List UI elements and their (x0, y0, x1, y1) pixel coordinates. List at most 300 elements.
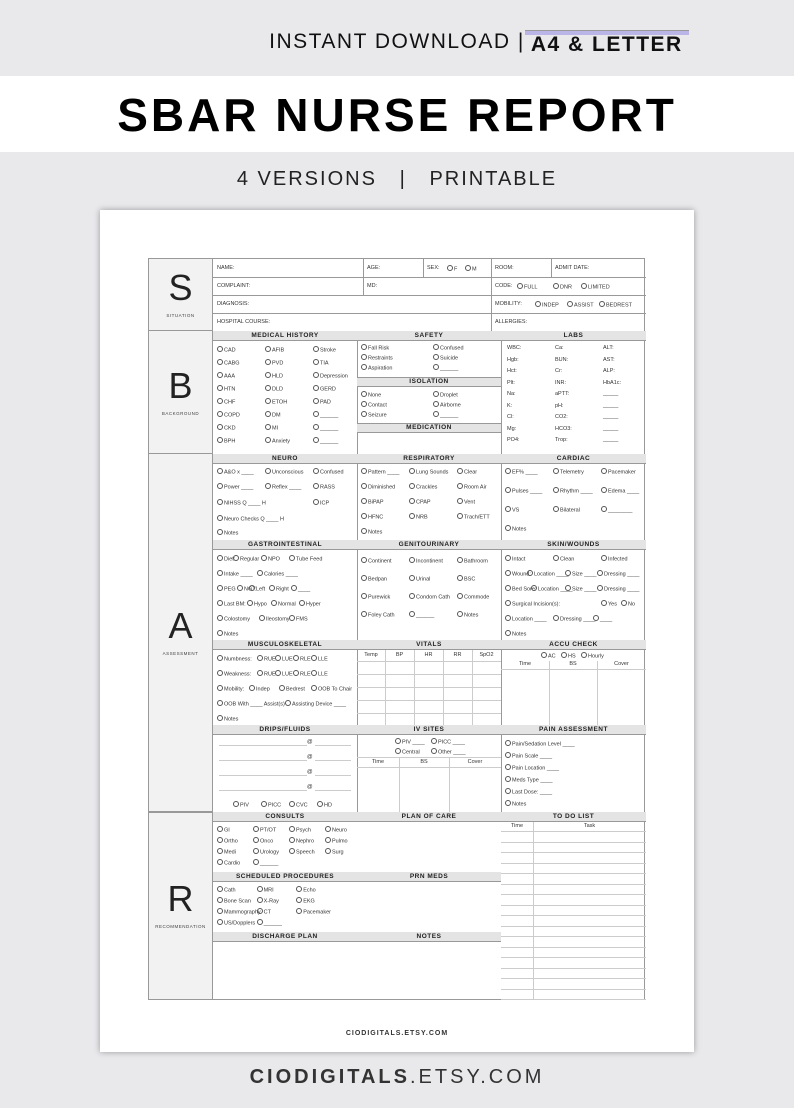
lab-label: _____ (603, 425, 619, 432)
procedure-option[interactable]: Cath (217, 886, 236, 894)
procedure-option[interactable]: US/Dopplers (217, 919, 255, 927)
respiratory-option[interactable]: BiPAP (361, 498, 384, 506)
neuro-option[interactable]: Neuro Checks Q ____ H (217, 515, 284, 523)
lab-label: Hgb: (507, 356, 519, 363)
todo-column: Task (583, 823, 596, 829)
rule-line (357, 331, 358, 812)
rule-line (501, 884, 646, 885)
procedure-option[interactable]: Echo (296, 886, 316, 894)
consult-option[interactable]: GI (217, 826, 230, 834)
labs-header: LABS (501, 331, 646, 341)
gu-option[interactable]: Urinal (409, 575, 430, 583)
medication-header: MEDICATION (357, 423, 501, 433)
cardiac-option[interactable]: ________ (601, 506, 632, 514)
lab-label: _____ (603, 437, 619, 443)
rule-line (501, 915, 646, 916)
isolation-option[interactable]: ______ (433, 411, 458, 419)
gi-option[interactable]: FMS (289, 615, 308, 623)
neuro-option[interactable]: ICP (313, 499, 329, 507)
assessment-block (149, 454, 213, 812)
rule-line (357, 661, 501, 662)
lab-label: Hct: (507, 368, 517, 374)
drip-at-sign: @ (307, 769, 313, 775)
gi-option[interactable]: Right (269, 585, 289, 593)
neuro-header: NEURO (213, 454, 357, 464)
isolation-option[interactable]: None (361, 391, 381, 399)
skin-option[interactable]: Size ____ (565, 585, 596, 593)
sbar-form (148, 258, 645, 1000)
medical-history-option[interactable]: ______ (313, 424, 338, 432)
neuro-option[interactable]: Reflex ____ (265, 483, 301, 491)
scheduled-procedures-header: SCHEDULED PROCEDURES (213, 872, 357, 882)
respiratory-option[interactable]: HFNC (361, 513, 383, 521)
accu-check-header: ACCU CHECK (501, 640, 646, 650)
rule-line (357, 757, 501, 758)
diagnosis-label: DIAGNOSIS: (217, 301, 250, 307)
medical-history-option[interactable]: HTN (217, 385, 235, 393)
shop-footer (0, 1066, 794, 1089)
name-label: NAME: (217, 265, 235, 271)
format-highlight: A4 & LETTER (525, 30, 689, 35)
gi-option[interactable]: Ileostomy (259, 615, 290, 623)
lab-label: CO2: (555, 414, 568, 420)
respiratory-option[interactable]: Room Air (457, 483, 487, 491)
gi-option[interactable]: Left (249, 585, 265, 593)
rule-line (491, 259, 492, 277)
rule-line (501, 989, 646, 990)
procedure-option[interactable]: Bone Scan (217, 897, 251, 905)
vitals-column: Temp (364, 652, 378, 658)
procedure-option[interactable]: Pacemaker (296, 908, 331, 916)
consult-option[interactable]: ______ (253, 859, 278, 867)
skin-option[interactable]: Infected (601, 555, 628, 563)
rule-line (357, 377, 501, 378)
skin-option[interactable]: Location ____ (527, 570, 569, 578)
respiratory-option[interactable]: Vent (457, 498, 475, 506)
medical-history-option[interactable]: CABG (217, 359, 240, 367)
consult-option[interactable]: Medi (217, 848, 236, 856)
rule-line (219, 760, 307, 761)
msk-option[interactable]: LUE (275, 655, 293, 663)
code-full-option[interactable]: FULL (517, 283, 537, 291)
accu-column: Cover (614, 661, 629, 667)
rule-line (501, 852, 646, 853)
neuro-option[interactable]: NIHSS Q ____ H (217, 499, 266, 507)
safety-option[interactable]: Confused (433, 344, 464, 352)
safety-option[interactable]: ______ (433, 364, 458, 372)
vitals-header: VITALS (357, 640, 501, 650)
safety-option[interactable]: Fall Risk (361, 344, 389, 352)
gu-option[interactable]: ______ (409, 611, 434, 619)
section-word: ASSESSMENT (162, 651, 199, 656)
gi-option[interactable]: Hypo (247, 600, 267, 608)
rule-line (501, 905, 646, 906)
skin-option[interactable]: Intact (505, 555, 525, 563)
safety-header: SAFETY (357, 331, 501, 341)
safety-option[interactable]: Aspiration (361, 364, 392, 372)
skin-option[interactable]: Yes (601, 600, 617, 608)
medical-history-option[interactable]: ETOH (265, 398, 287, 406)
pain-option[interactable]: Meds Type ____ (505, 776, 553, 784)
medical-history-option[interactable]: PVD (265, 359, 283, 367)
skin-option[interactable]: Dressing ____ (597, 585, 639, 593)
consult-option[interactable]: Pulmo (325, 837, 348, 845)
separator: | (517, 30, 525, 53)
drip-at-sign: @ (307, 784, 313, 790)
sheet-footer: CIODIGITALS.ETSY.COM (345, 1030, 449, 1037)
rule-line (501, 669, 646, 670)
accu-column: BS (569, 661, 577, 667)
discharge-plan-header: DISCHARGE PLAN (213, 932, 357, 942)
drip-at-sign: @ (307, 739, 313, 745)
medical-history-option[interactable]: MI (265, 424, 278, 432)
consult-option[interactable]: Surg (325, 848, 344, 856)
procedure-option[interactable]: MRI (257, 886, 274, 894)
respiratory-option[interactable]: Trach/ETT (457, 513, 490, 521)
lab-label: Mg: (507, 425, 517, 432)
iv-option[interactable]: Central (395, 748, 420, 756)
medical-history-option[interactable]: DM (265, 411, 281, 419)
msk-option[interactable]: RUE (257, 670, 276, 678)
code-limited-option[interactable]: LIMITED (581, 283, 610, 291)
sex-label: SEX: (427, 265, 440, 271)
skin-option[interactable]: No (621, 600, 635, 608)
skin-option[interactable]: Location ____ (505, 615, 547, 623)
gi-option[interactable]: Hyper (299, 600, 321, 608)
download-line (0, 30, 794, 54)
rule-line (363, 259, 364, 277)
skin-option[interactable]: Surgical Incision(s): (505, 600, 560, 608)
rule-line (219, 775, 307, 776)
section-letter: S (168, 267, 193, 308)
msk-option[interactable]: RUE (257, 655, 276, 663)
lab-label: _____ (603, 414, 619, 420)
cardiac-option[interactable]: Rhythm ____ (553, 487, 593, 495)
isolation-option[interactable]: Droplet (433, 391, 458, 399)
gi-header: GASTROINTESTINAL (213, 540, 357, 550)
lab-label: HbA1c: (603, 379, 622, 386)
skin-header: SKIN/WOUNDS (501, 540, 646, 550)
vitals-column: RR (453, 652, 462, 658)
lab-label: INR: (555, 379, 566, 386)
medical-history-option[interactable]: AAA (217, 372, 235, 380)
medical-history-option[interactable]: ______ (313, 411, 338, 419)
cardiac-header: CARDIAC (501, 454, 646, 464)
shop-brand: CIODIGITALS (249, 1066, 410, 1088)
rule-line (315, 745, 351, 746)
section-word: SITUATION (166, 313, 195, 318)
accu-option[interactable]: HS (561, 652, 576, 660)
gi-option[interactable]: Diet: (217, 555, 235, 563)
mobility-indep-option[interactable]: INDEP (535, 301, 559, 309)
consult-option[interactable]: Psych (289, 826, 311, 834)
accu-option[interactable]: AC (541, 652, 556, 660)
rule-line (501, 947, 646, 948)
vitals-column: HR (424, 652, 433, 658)
msk-option[interactable]: Mobility: (217, 685, 244, 693)
neuro-option[interactable]: Confused (313, 468, 344, 476)
iv-option[interactable]: Other ____ (431, 748, 466, 756)
msk-option[interactable]: OOB With ____ Assist(s) (217, 700, 285, 708)
isolation-option[interactable]: Contact (361, 401, 387, 409)
medical-history-option[interactable]: HLD (265, 372, 283, 380)
instant-download-label: INSTANT DOWNLOAD (269, 30, 511, 53)
medical-history-option[interactable]: CKD (217, 424, 236, 432)
gu-option[interactable]: Condom Cath (409, 593, 450, 601)
msk-option[interactable]: Numbness: (217, 655, 252, 663)
lab-label: Cl: (507, 414, 514, 420)
medical-history-option[interactable]: GERD (313, 385, 336, 393)
consult-option[interactable]: Ortho (217, 837, 238, 845)
rule-line (423, 259, 424, 277)
gi-option[interactable]: NPO (261, 555, 280, 563)
rule-line (213, 277, 646, 278)
pain-option[interactable]: Pain Location ____ (505, 764, 559, 772)
medical-history-option[interactable]: Stroke (313, 346, 336, 354)
msk-option[interactable]: LLE (311, 670, 328, 678)
neuro-option[interactable]: RASS (313, 483, 335, 491)
medical-history-option[interactable]: BPH (217, 437, 235, 445)
iv-sites-header: IV SITES (357, 725, 501, 735)
gu-option[interactable]: Bedpan (361, 575, 387, 583)
iv-column: Cover (467, 759, 483, 765)
age-label: AGE: (367, 265, 381, 271)
gi-option[interactable]: NGT: (237, 585, 257, 593)
gu-option[interactable]: Incontinent (409, 557, 443, 565)
msk-option[interactable]: LUE (275, 670, 293, 678)
gi-option[interactable]: Colostomy (217, 615, 250, 623)
consult-option[interactable]: Onco (253, 837, 273, 845)
skin-option[interactable]: Location ____ (531, 585, 573, 593)
consult-option[interactable]: Urology (253, 848, 279, 856)
procedure-option[interactable]: ______ (257, 919, 282, 927)
neuro-option[interactable]: A&O x ____ (217, 468, 254, 476)
medical-history-option[interactable]: CAD (217, 346, 236, 354)
consult-option[interactable]: PT/OT (253, 826, 276, 834)
consult-option[interactable]: Nephro (289, 837, 314, 845)
safety-option[interactable]: Restraints (361, 354, 393, 362)
skin-option[interactable]: Bed Sore: (505, 585, 536, 593)
cardiac-option[interactable]: VS (505, 506, 519, 514)
skin-option[interactable]: Wound: (505, 570, 531, 578)
gi-option[interactable]: Regular (233, 555, 259, 563)
gu-option[interactable]: Purewick (361, 593, 390, 601)
medical-history-option[interactable]: Depression (313, 372, 348, 380)
medical-history-option[interactable]: CHF (217, 398, 235, 406)
cardiac-option[interactable]: EF% ____ (505, 468, 538, 476)
lab-label: BUN: (555, 356, 569, 363)
allergies-label: ALLERGIES: (495, 319, 528, 325)
cardiac-option[interactable]: Pacemaker (601, 468, 636, 476)
medical-history-option[interactable]: TIA (313, 359, 329, 367)
pain-option[interactable]: Last Dose: ____ (505, 788, 552, 796)
background-block (149, 331, 213, 454)
gu-option[interactable]: Foley Cath (361, 611, 395, 619)
gu-option[interactable]: Continent (361, 557, 392, 565)
msk-option[interactable]: Indep (249, 685, 270, 693)
lab-label: PO4: (507, 437, 520, 443)
lab-label: pH: (555, 402, 564, 409)
gi-option[interactable]: Notes (217, 630, 238, 638)
gu-option[interactable]: BSC (457, 575, 475, 583)
cardiac-option[interactable]: Edema ____ (601, 487, 639, 495)
gu-option[interactable]: Commode (457, 593, 489, 601)
code-dnr-option[interactable]: DNR (553, 283, 572, 291)
drip-line-option[interactable]: HD (317, 801, 332, 809)
gi-option[interactable]: ____ (291, 585, 310, 593)
consult-option[interactable]: Speech (289, 848, 315, 856)
rule-line (501, 978, 646, 979)
iv-column: Time (371, 759, 385, 765)
gi-option[interactable]: Normal (271, 600, 296, 608)
lab-label: K: (507, 402, 513, 409)
medical-history-option[interactable]: COPD (217, 411, 240, 419)
msk-option[interactable]: Notes (217, 715, 238, 723)
skin-option[interactable]: ____ (593, 615, 612, 623)
skin-option[interactable]: Notes (505, 630, 526, 638)
consults-header: CONSULTS (213, 812, 357, 822)
medical-history-option[interactable]: AFIB (265, 346, 284, 354)
section-letter: R (167, 878, 194, 919)
procedure-option[interactable]: Mammography (217, 908, 261, 916)
accu-option[interactable]: Hourly (581, 652, 604, 660)
drip-at-sign: @ (307, 754, 313, 760)
medical-history-option[interactable]: PAD (313, 398, 331, 406)
msk-option[interactable]: LLE (311, 655, 328, 663)
consult-option[interactable]: Cardio (217, 859, 240, 867)
procedure-option[interactable]: X-Ray (257, 897, 279, 905)
rule-line (501, 831, 646, 832)
mobility-bedrest-option[interactable]: BEDREST (599, 301, 632, 309)
recommendation-block (149, 812, 213, 1000)
rule-line (219, 790, 307, 791)
skin-option[interactable]: Clean (553, 555, 574, 563)
gi-option[interactable]: Last BM: (217, 600, 246, 608)
respiratory-option[interactable]: NRB (409, 513, 428, 521)
sex-f-option[interactable]: F (447, 265, 457, 273)
iv-column: BS (420, 759, 428, 765)
cardiac-option[interactable]: Telemetry (553, 468, 584, 476)
gi-option[interactable]: Intake ____ (217, 570, 253, 578)
respiratory-option[interactable]: Clear (457, 468, 477, 476)
medical-history-option[interactable]: DLD (265, 385, 283, 393)
isolation-option[interactable]: Seizure (361, 411, 387, 419)
respiratory-option[interactable]: Crackles (409, 483, 437, 491)
lab-label: _____ (603, 402, 619, 409)
drip-line-option[interactable]: CVC (289, 801, 308, 809)
skin-option[interactable]: Size ____ (565, 570, 596, 578)
respiratory-option[interactable]: Pattern ____ (361, 468, 400, 476)
rule-line (533, 822, 534, 1000)
pain-option[interactable]: Pain Scale ____ (505, 752, 552, 760)
rule-line (315, 775, 351, 776)
msk-option[interactable]: Assisting Device ____ (285, 700, 346, 708)
rule-line (357, 423, 501, 424)
notes-header: NOTES (357, 932, 501, 942)
procedure-option[interactable]: CT (257, 908, 271, 916)
cardiac-option[interactable]: Notes (505, 525, 526, 533)
iv-option[interactable]: PIV ____ (395, 738, 425, 746)
sex-m-option[interactable]: M (465, 265, 477, 273)
cardiac-option[interactable]: Bilateral (553, 506, 580, 514)
drip-line-option[interactable]: PICC (261, 801, 281, 809)
respiratory-option[interactable]: Notes (361, 528, 382, 536)
neuro-option[interactable]: Power ____ (217, 483, 253, 491)
rule-line (491, 277, 492, 331)
msk-option[interactable]: OOB To Chair (311, 685, 352, 693)
rule-line (357, 674, 501, 675)
rule-line (357, 713, 501, 714)
situation-block (149, 259, 213, 331)
isolation-option[interactable]: Airborne (433, 401, 461, 409)
lab-label: Na: (507, 391, 516, 397)
lab-label: Trop: (555, 437, 568, 443)
respiratory-header: RESPIRATORY (357, 454, 501, 464)
drips-header: DRIPS/FLUIDS (213, 725, 357, 735)
neuro-option[interactable]: Unconscious (265, 468, 304, 476)
lab-label: Cr: (555, 368, 563, 374)
msk-option[interactable]: RLE (293, 670, 311, 678)
skin-option[interactable]: Dressing ____ (553, 615, 595, 623)
lab-label: Ca: (555, 345, 564, 351)
plan-header: PLAN OF CARE (357, 812, 501, 822)
medical-history-option[interactable]: ______ (313, 437, 338, 445)
rule-line (501, 957, 646, 958)
neuro-option[interactable]: Notes (217, 529, 238, 537)
lab-label: Plt: (507, 379, 515, 386)
respiratory-option[interactable]: Diminished (361, 483, 395, 491)
respiratory-option[interactable]: Lung Sounds (409, 468, 448, 476)
versions-line: 4 VERSIONS | PRINTABLE (236, 168, 558, 190)
procedure-option[interactable]: EKG (296, 897, 315, 905)
msk-option[interactable]: Weakness: (217, 670, 251, 678)
lab-label: WBC: (507, 345, 522, 351)
isolation-header: ISOLATION (357, 377, 501, 387)
pain-option[interactable]: Pain/Sedation Level ____ (505, 740, 575, 748)
section-word: BACKGROUND (161, 410, 200, 416)
iv-option[interactable]: PICC ____ (431, 738, 465, 746)
safety-option[interactable]: Suicide (433, 354, 458, 362)
vitals-column: BP (395, 652, 404, 658)
skin-option[interactable]: Dressing ____ (597, 570, 639, 578)
msk-option[interactable]: RLE (293, 655, 311, 663)
pain-header: PAIN ASSESSMENT (501, 725, 646, 735)
vitals-column: SpO2 (479, 652, 494, 658)
rule-line (501, 863, 646, 864)
rule-line (501, 968, 646, 969)
cardiac-option[interactable]: Pulses ____ (505, 487, 542, 495)
mobility-assist-option[interactable]: ASSIST (567, 301, 594, 309)
gi-option[interactable]: Tube Feed (289, 555, 322, 563)
drip-line-option[interactable]: PIV (233, 801, 249, 809)
rule-line (357, 700, 501, 701)
rule-line (551, 259, 552, 277)
rule-line (449, 757, 450, 812)
msk-option[interactable]: Bedrest (279, 685, 305, 693)
gu-option[interactable]: Notes (457, 611, 478, 619)
gi-option[interactable]: Calories ____ (257, 570, 298, 578)
lab-label: _____ (603, 391, 619, 397)
consult-option[interactable]: Neuro (325, 826, 347, 834)
medical-history-option[interactable]: Anxiety (265, 437, 290, 445)
gi-option[interactable]: PEG (217, 585, 236, 593)
pain-option[interactable]: Notes (505, 800, 526, 808)
medical-history-header: MEDICAL HISTORY (213, 331, 357, 341)
msk-header: MUSCULOSKELETAL (213, 640, 357, 650)
respiratory-option[interactable]: CPAP (409, 498, 431, 506)
md-label: MD: (367, 283, 378, 289)
gu-option[interactable]: Bathroom (457, 557, 488, 565)
